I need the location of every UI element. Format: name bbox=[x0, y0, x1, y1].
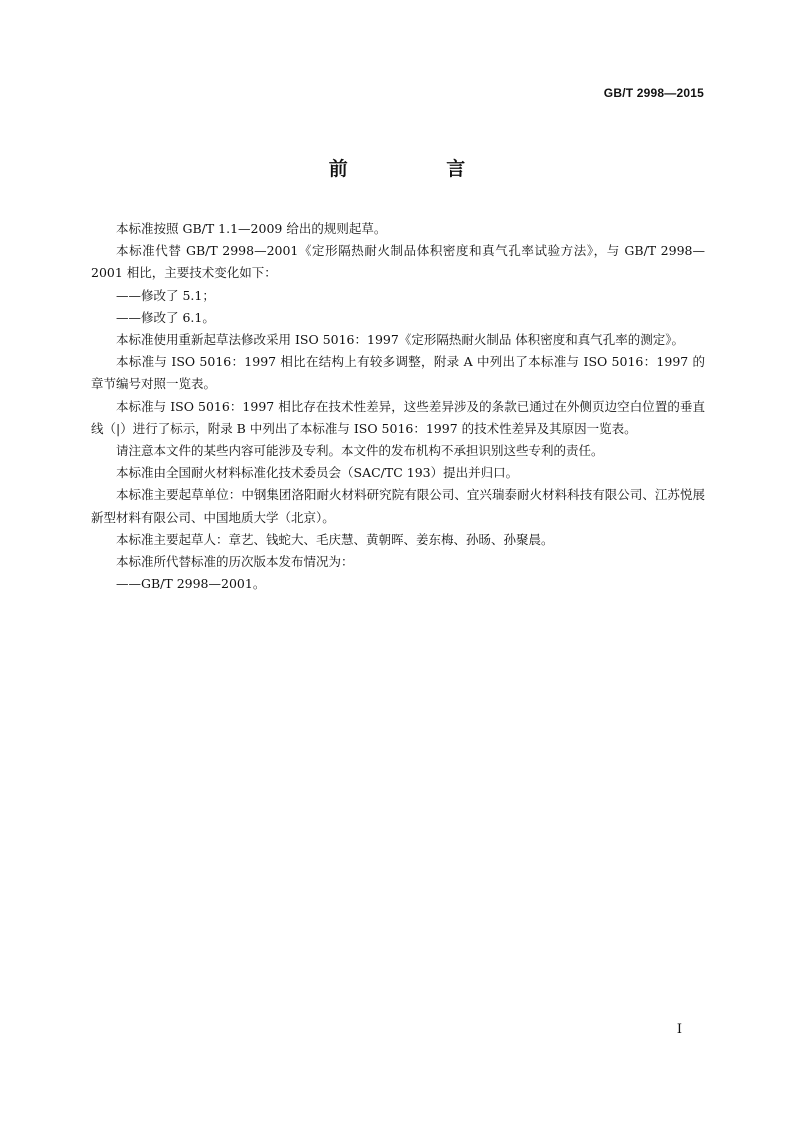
paragraph: 本标准代替 GB/T 2998—2001《定形隔热耐火制品体积密度和真气孔率试验方法》，与 GB/T 2998—2001 相比，主要技术变化如下： bbox=[91, 243, 705, 281]
list-item: ——修改了 6.1。 bbox=[116, 309, 215, 325]
list-item: ——GB/T 2998—2001。 bbox=[116, 576, 266, 592]
list-item: ——修改了 5.1； bbox=[116, 287, 215, 303]
page-number: I bbox=[676, 1022, 682, 1037]
paragraph: 本标准主要起草人：章艺、钱蛇大、毛庆慧、黄朝晖、姜东梅、孙旸、孙聚晨。 bbox=[116, 531, 554, 547]
paragraph: 本标准主要起草单位：中钢集团洛阳耐火材料研究院有限公司、宜兴瑞泰耐火材料科技有限公司、江苏悦展新型材料有限公司、中国地质大学（北京）。 bbox=[91, 487, 705, 525]
foreword-body bbox=[91, 218, 705, 595]
paragraph: 本标准所代替标准的历次版本发布情况为： bbox=[116, 554, 354, 570]
paragraph: 本标准使用重新起草法修改采用 ISO 5016：1997《定形隔热耐火制品 体积密度和真气孔率的测定》。 bbox=[116, 332, 685, 348]
paragraph: 请注意本文件的某些内容可能涉及专利。本文件的发布机构不承担识别这些专利的责任。 bbox=[116, 443, 604, 459]
paragraph: 本标准按照 GB/T 1.1—2009 给出的规则起草。 bbox=[116, 221, 387, 236]
paragraph: 本标准由全国耐火材料标准化技术委员会（SAC/TC 193）提出并归口。 bbox=[116, 465, 519, 481]
paragraph: 本标准与 ISO 5016：1997 相比在结构上有较多调整，附录 A 中列出了本标准与 ISO 5016：1997 的章节编号对照一览表。 bbox=[91, 354, 705, 392]
standard-code-header: GB/T 2998—2015 bbox=[603, 86, 704, 100]
paragraph: 本标准与 ISO 5016：1997 相比存在技术性差异，这些差异涉及的条款已通过在外侧页边空白位置的垂直线（|）进行了标示，附录 B 中列出了本标准与 ISO 5016：1997 的技术性差异及其原因一览表。 bbox=[91, 398, 705, 436]
page-title: 前 言 bbox=[328, 158, 512, 180]
